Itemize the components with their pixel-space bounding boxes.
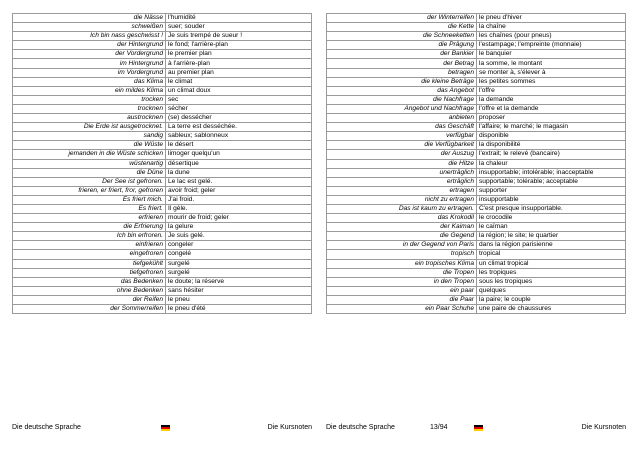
german-term: erfrieren	[13, 214, 166, 223]
vocab-row	[327, 268, 626, 277]
german-term: ohne Bedenken	[13, 286, 166, 295]
vocab-row	[327, 32, 626, 41]
german-term: die Prägung	[327, 41, 477, 50]
german-term: Ich bin erfroren.	[13, 232, 166, 241]
vocab-row	[13, 23, 312, 32]
german-term: die Tropen	[327, 268, 477, 277]
french-translation: le pneu d'été	[166, 305, 312, 314]
vocab-row	[327, 104, 626, 113]
footer-course-notes: Die Kursnoten	[581, 424, 626, 431]
vocab-row	[327, 214, 626, 223]
vocab-row	[327, 286, 626, 295]
french-translation: un climat tropical	[477, 259, 626, 268]
french-translation: la demande	[477, 95, 626, 104]
vocabulary-table-left	[12, 13, 312, 314]
vocab-row	[327, 259, 626, 268]
german-term: der Reifen	[13, 295, 166, 304]
french-translation: l'extrait; le relevé (bancaire)	[477, 150, 626, 159]
french-translation: sans hésiter	[166, 286, 312, 295]
vocab-row	[13, 14, 312, 23]
french-translation: Je suis trempé de sueur !	[166, 32, 312, 41]
german-term: trocken	[13, 95, 166, 104]
vocab-row	[13, 41, 312, 50]
french-translation: Je suis gelé.	[166, 232, 312, 241]
footer-left-page	[12, 423, 312, 433]
vocab-row	[13, 123, 312, 132]
vocab-row	[13, 95, 312, 104]
german-term: das Klima	[13, 77, 166, 86]
german-term: trocknen	[13, 104, 166, 113]
french-translation: Le lac est gelé.	[166, 177, 312, 186]
german-flag-icon	[161, 425, 170, 431]
vocab-row	[13, 232, 312, 241]
vocab-row	[13, 59, 312, 68]
french-translation: les petites sommes	[477, 77, 626, 86]
french-translation: sableux; sablonneux	[166, 132, 312, 141]
footer-title: Die deutsche Sprache	[326, 424, 395, 431]
vocab-row	[327, 195, 626, 204]
vocab-row	[13, 77, 312, 86]
french-translation: la chaleur	[477, 159, 626, 168]
french-translation: l'humidité	[166, 14, 312, 23]
german-term: die Nachfrage	[327, 95, 477, 104]
french-translation: limoger quelqu'un	[166, 150, 312, 159]
french-translation: le désert	[166, 141, 312, 150]
french-translation: la dune	[166, 168, 312, 177]
french-translation: les chaînes (pour pneus)	[477, 32, 626, 41]
german-flag-icon	[474, 425, 483, 431]
french-translation: C'est presque insupportable.	[477, 204, 626, 213]
german-term: das Bedenken	[13, 277, 166, 286]
german-term: einfrieren	[13, 241, 166, 250]
french-translation: se monter à, s'élever à	[477, 68, 626, 77]
french-translation: l'estampage; l'empreinte (monnaie)	[477, 41, 626, 50]
french-translation: la paire; le couple	[477, 295, 626, 304]
french-translation: l'affaire; le marché; le magasin	[477, 123, 626, 132]
german-term: die Hitze	[327, 159, 477, 168]
german-term: in der Gegend von Paris	[327, 241, 477, 250]
vocab-row	[327, 250, 626, 259]
german-term: jemanden in die Wüste schicken	[13, 150, 166, 159]
vocab-row	[327, 23, 626, 32]
vocab-row	[327, 186, 626, 195]
german-term: Das ist kaum zu ertragen.	[327, 204, 477, 213]
german-term: der Hintergrund	[13, 41, 166, 50]
german-term: die Nässe	[13, 14, 166, 23]
vocab-row	[327, 141, 626, 150]
french-translation: dans la région parisienne	[477, 241, 626, 250]
german-term: verfügbar	[327, 132, 477, 141]
vocab-row	[13, 305, 312, 314]
vocab-row	[13, 223, 312, 232]
german-term: in den Tropen	[327, 277, 477, 286]
vocab-row	[327, 177, 626, 186]
vocab-row	[13, 195, 312, 204]
german-term: die kleine Beträge	[327, 77, 477, 86]
french-translation: La terre est desséchée.	[166, 123, 312, 132]
vocab-row	[327, 232, 626, 241]
german-term: Es friert.	[13, 204, 166, 213]
vocab-row	[327, 277, 626, 286]
vocab-row	[327, 241, 626, 250]
german-term: ertragen	[327, 186, 477, 195]
french-translation: disponible	[477, 132, 626, 141]
german-term: der Auszug	[327, 150, 477, 159]
vocab-row	[13, 277, 312, 286]
vocab-row	[13, 259, 312, 268]
french-translation: supporter	[477, 186, 626, 195]
german-term: ein Paar Schuhe	[327, 305, 477, 314]
vocab-row	[327, 14, 626, 23]
vocab-row	[13, 204, 312, 213]
german-term: der Kaiman	[327, 223, 477, 232]
vocab-row	[13, 150, 312, 159]
vocab-row	[13, 68, 312, 77]
german-term: eingefroren	[13, 250, 166, 259]
vocab-row	[13, 104, 312, 113]
french-translation: le premier plan	[166, 50, 312, 59]
german-term: die Verfügbarkeit	[327, 141, 477, 150]
right-page	[326, 13, 626, 314]
german-term: die Paar	[327, 295, 477, 304]
french-translation: insupportable	[477, 195, 626, 204]
german-term: sandig	[13, 132, 166, 141]
french-translation: la disponibilité	[477, 141, 626, 150]
french-translation: les tropiques	[477, 268, 626, 277]
french-translation: suer; souder	[166, 23, 312, 32]
vocab-row	[327, 123, 626, 132]
french-translation: le fond; l'arrière-plan	[166, 41, 312, 50]
german-term: im Vordergrund	[13, 68, 166, 77]
vocab-row	[13, 286, 312, 295]
french-translation: avoir froid; geler	[166, 186, 312, 195]
vocab-row	[13, 186, 312, 195]
german-term: die Kette	[327, 23, 477, 32]
french-translation: surgelé	[166, 259, 312, 268]
german-term: die Erfrierung	[13, 223, 166, 232]
vocab-row	[327, 204, 626, 213]
vocab-row	[327, 86, 626, 95]
german-term: im Hintergrund	[13, 59, 166, 68]
german-term: betragen	[327, 68, 477, 77]
german-term: Die Erde ist ausgetrocknet.	[13, 123, 166, 132]
vocab-row	[13, 250, 312, 259]
french-translation: le pneu d'hiver	[477, 14, 626, 23]
vocab-row	[327, 114, 626, 123]
french-translation: sous les tropiques	[477, 277, 626, 286]
german-term: das Angebot	[327, 86, 477, 95]
german-term: Es friert mich.	[13, 195, 166, 204]
french-translation: supportable; tolérable; acceptable	[477, 177, 626, 186]
french-translation: le crocodile	[477, 214, 626, 223]
german-term: das Krokodil	[327, 214, 477, 223]
vocab-row	[327, 159, 626, 168]
french-translation: le pneu	[166, 295, 312, 304]
german-term: unerträglich	[327, 168, 477, 177]
german-term: der Bankier	[327, 50, 477, 59]
german-term: die Gegend	[327, 232, 477, 241]
vocab-row	[327, 295, 626, 304]
german-term: ein tropisches Klima	[327, 259, 477, 268]
german-term: nicht zu ertragen	[327, 195, 477, 204]
german-term: die Wüste	[13, 141, 166, 150]
vocab-row	[13, 86, 312, 95]
footer-course-notes: Die Kursnoten	[267, 424, 312, 431]
footer-title: Die deutsche Sprache	[12, 424, 81, 431]
french-translation: la gelure	[166, 223, 312, 232]
french-translation: une paire de chaussures	[477, 305, 626, 314]
german-term: wüstenartig	[13, 159, 166, 168]
german-term: austrocknen	[13, 114, 166, 123]
french-translation: l'offre et la demande	[477, 104, 626, 113]
french-translation: mourir de froid; geler	[166, 214, 312, 223]
french-translation: congeler	[166, 241, 312, 250]
german-term: frieren, er friert, fror, gefroren	[13, 186, 166, 195]
german-term: tiefgekühlt	[13, 259, 166, 268]
vocab-row	[13, 50, 312, 59]
french-translation: quelques	[477, 286, 626, 295]
german-term: erträglich	[327, 177, 477, 186]
french-translation: tropical	[477, 250, 626, 259]
german-term: anbieten	[327, 114, 477, 123]
german-term: die Schneeketten	[327, 32, 477, 41]
german-term: die Düne	[13, 168, 166, 177]
vocab-row	[327, 41, 626, 50]
footer-right-page	[326, 423, 626, 433]
german-term: der Vordergrund	[13, 50, 166, 59]
french-translation: la région; le site; le quartier	[477, 232, 626, 241]
french-translation: la somme, le montant	[477, 59, 626, 68]
page-number: 13/94	[430, 424, 448, 431]
french-translation: le caïman	[477, 223, 626, 232]
german-term: Ich bin nass geschwisst !	[13, 32, 166, 41]
german-term: der Winterreifen	[327, 14, 477, 23]
french-translation: un climat doux	[166, 86, 312, 95]
vocab-row	[327, 95, 626, 104]
french-translation: sécher	[166, 104, 312, 113]
french-translation: insupportable; intolérable; inacceptable	[477, 168, 626, 177]
vocab-row	[13, 214, 312, 223]
french-translation: J'ai froid.	[166, 195, 312, 204]
german-term: der Sommerreifen	[13, 305, 166, 314]
vocabulary-table-right	[326, 13, 626, 314]
french-translation: à l'arrière-plan	[166, 59, 312, 68]
french-translation: la chaîne	[477, 23, 626, 32]
vocab-row	[13, 114, 312, 123]
vocab-row	[13, 295, 312, 304]
german-term: ein paar	[327, 286, 477, 295]
french-translation: l'offre	[477, 86, 626, 95]
french-translation: (se) dessécher	[166, 114, 312, 123]
french-translation: proposer	[477, 114, 626, 123]
german-term: tiefgefroren	[13, 268, 166, 277]
vocab-row	[327, 77, 626, 86]
french-translation: le climat	[166, 77, 312, 86]
vocab-row	[13, 241, 312, 250]
french-translation: le doute; la réserve	[166, 277, 312, 286]
vocab-row	[327, 59, 626, 68]
vocab-row	[327, 68, 626, 77]
vocab-row	[327, 50, 626, 59]
german-term: Angebot und Nachfrage	[327, 104, 477, 113]
german-term: Der See ist gefroren.	[13, 177, 166, 186]
vocab-row	[327, 223, 626, 232]
vocab-row	[327, 150, 626, 159]
german-term: tropisch	[327, 250, 477, 259]
vocab-row	[327, 168, 626, 177]
german-term: der Betrag	[327, 59, 477, 68]
vocab-row	[13, 32, 312, 41]
french-translation: au premier plan	[166, 68, 312, 77]
french-translation: désertique	[166, 159, 312, 168]
french-translation: congelé	[166, 250, 312, 259]
vocab-row	[13, 168, 312, 177]
vocab-row	[13, 268, 312, 277]
german-term: das Geschäft	[327, 123, 477, 132]
german-term: schweißen	[13, 23, 166, 32]
french-translation: le banquier	[477, 50, 626, 59]
vocab-row	[13, 132, 312, 141]
french-translation: sec	[166, 95, 312, 104]
vocab-row	[327, 132, 626, 141]
vocab-row	[13, 159, 312, 168]
vocab-row	[13, 177, 312, 186]
french-translation: Il gèle.	[166, 204, 312, 213]
vocab-row	[327, 305, 626, 314]
vocab-row	[13, 141, 312, 150]
german-term: ein mildes Klima	[13, 86, 166, 95]
french-translation: surgelé	[166, 268, 312, 277]
left-page	[12, 13, 312, 314]
